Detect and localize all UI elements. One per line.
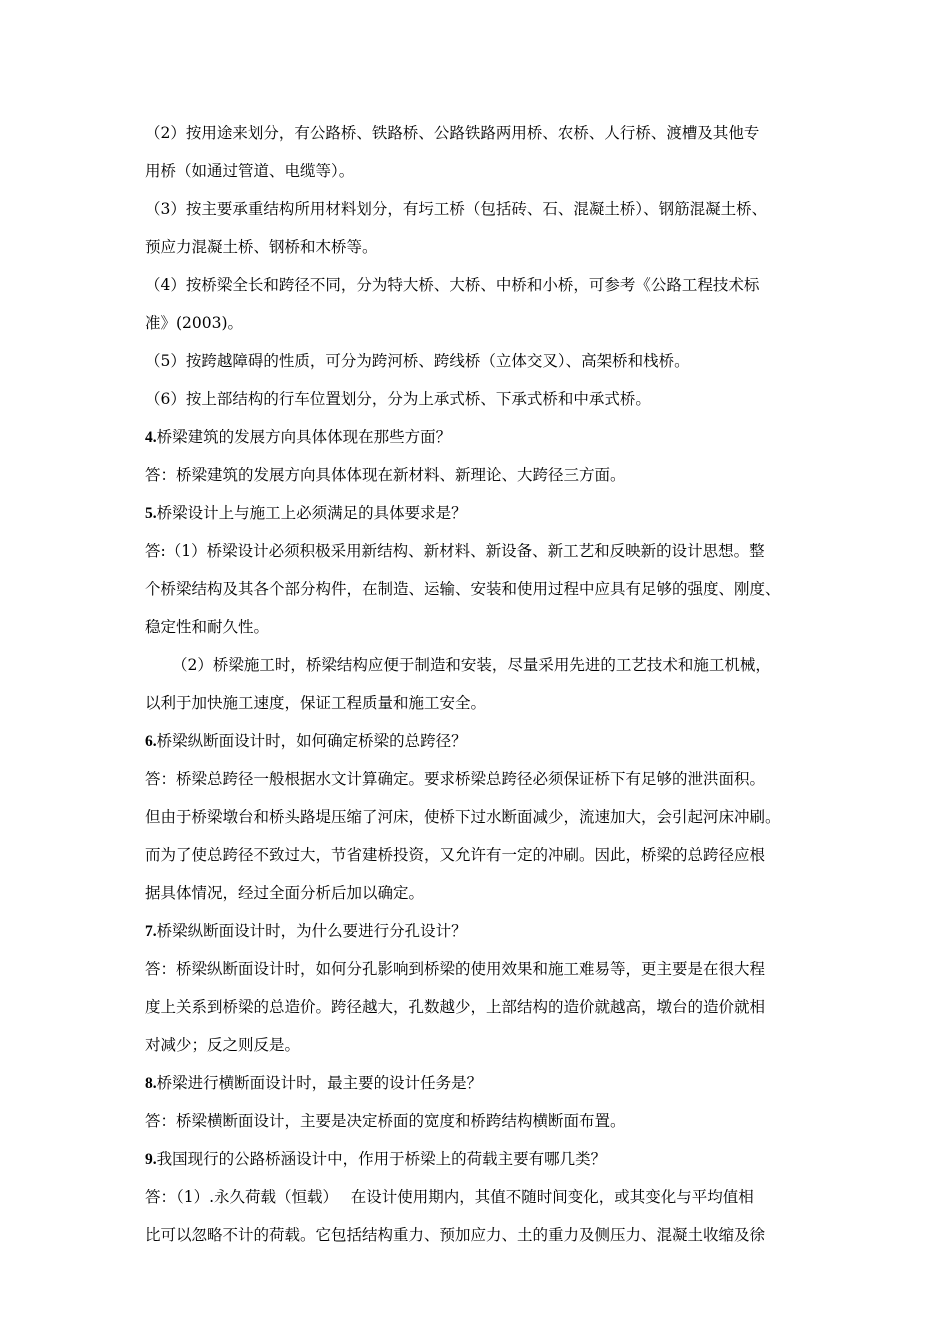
answer-line: 答：（1）.永久荷载（恒载） 在设计使用期内，其值不随时间变化，或其变化与平均值相 xyxy=(145,1188,754,1206)
question-text: 桥梁进行横断面设计时，最主要的设计任务是？ xyxy=(156,1074,483,1092)
question-number: 7. xyxy=(145,923,157,940)
answer-line: 稳定性和耐久性。 xyxy=(145,618,270,636)
question-number: 5. xyxy=(145,505,157,522)
question-9 xyxy=(145,1148,810,1171)
answer-line: 答：桥梁总跨径一般根据水文计算确定。要求桥梁总跨径必须保证桥下有足够的泄洪面积。 xyxy=(145,770,766,788)
question-number: 6. xyxy=(145,733,157,750)
text-line: （6）按上部结构的行车位置划分，分为上承式桥、下承式桥和中承式桥。 xyxy=(145,390,651,408)
text-line: 预应力混凝土桥、钢桥和木桥等。 xyxy=(145,238,378,256)
question-6 xyxy=(145,730,810,753)
question-number: 9. xyxy=(145,1151,157,1168)
answer-line: （2）桥梁施工时，桥梁结构应便于制造和安装，尽量采用先进的工艺技术和施工机械， xyxy=(172,656,771,674)
question-8 xyxy=(145,1072,810,1095)
question-text: 我国现行的公路桥涵设计中，作用于桥梁上的荷载主要有哪几类？ xyxy=(156,1150,607,1168)
answer-line: 答：桥梁横断面设计，主要是决定桥面的宽度和桥跨结构横断面布置。 xyxy=(145,1112,626,1130)
question-5 xyxy=(145,502,810,525)
text-line: （3）按主要承重结构所用材料划分，有圬工桥（包括砖、石、混凝土桥）、钢筋混凝土桥、 xyxy=(145,200,768,218)
text-line: 准》(2003)。 xyxy=(145,314,244,332)
question-text: 桥梁建筑的发展方向具体体现在那些方面？ xyxy=(156,428,452,446)
question-text: 桥梁纵断面设计时，如何确定桥梁的总跨径？ xyxy=(156,732,467,750)
text-line: （5）按跨越障碍的性质，可分为跨河桥、跨线桥（立体交叉）、高架桥和栈桥。 xyxy=(145,352,690,370)
answer-line: 而为了使总跨径不致过大，节省建桥投资，又允许有一定的冲刷。因此，桥梁的总跨径应根 xyxy=(145,846,766,864)
answer-line: 度上关系到桥梁的总造价。跨径越大，孔数越少，上部结构的造价就越高，墩台的造价就相 xyxy=(145,998,766,1016)
text-line: （4）按桥梁全长和跨径不同，分为特大桥、大桥、中桥和小桥，可参考《公路工程技术标 xyxy=(145,276,760,294)
answer-line: 答：桥梁纵断面设计时，如何分孔影响到桥梁的使用效果和施工难易等，更主要是在很大程 xyxy=(145,960,766,978)
question-text: 桥梁设计上与施工上必须满足的具体要求是？ xyxy=(156,504,467,522)
question-7 xyxy=(145,920,810,943)
answer-line: 以利于加快施工速度，保证工程质量和施工安全。 xyxy=(145,694,487,712)
answer-line: 但由于桥梁墩台和桥头路堤压缩了河床，使桥下过水断面减少，流速加大，会引起河床冲刷。 xyxy=(145,808,781,826)
answer-line: 比可以忽略不计的荷载。它包括结构重力、预加应力、土的重力及侧压力、混凝土收缩及徐 xyxy=(145,1226,766,1244)
question-number: 4. xyxy=(145,429,157,446)
answer-line: 答:（1）桥梁设计必须积极采用新结构、新材料、新设备、新工艺和反映新的设计思想。整 xyxy=(145,542,765,560)
text-line: 用桥（如通过管道、电缆等）。 xyxy=(145,162,355,180)
answer-line: 对减少；反之则反是。 xyxy=(145,1036,301,1054)
text-line: （2）按用途来划分，有公路桥、铁路桥、公路铁路两用桥、农桥、人行桥、渡槽及其他专 xyxy=(145,124,760,142)
answer-line: 个桥梁结构及其各个部分构件，在制造、运输、安装和使用过程中应具有足够的强度、刚度、 xyxy=(145,580,781,598)
answer-line: 据具体情况，经过全面分析后加以确定。 xyxy=(145,884,425,902)
question-number: 8. xyxy=(145,1075,157,1092)
question-4 xyxy=(145,426,810,449)
answer-line: 答：桥梁建筑的发展方向具体体现在新材料、新理论、大跨径三方面。 xyxy=(145,466,626,484)
question-text: 桥梁纵断面设计时，为什么要进行分孔设计？ xyxy=(156,922,467,940)
